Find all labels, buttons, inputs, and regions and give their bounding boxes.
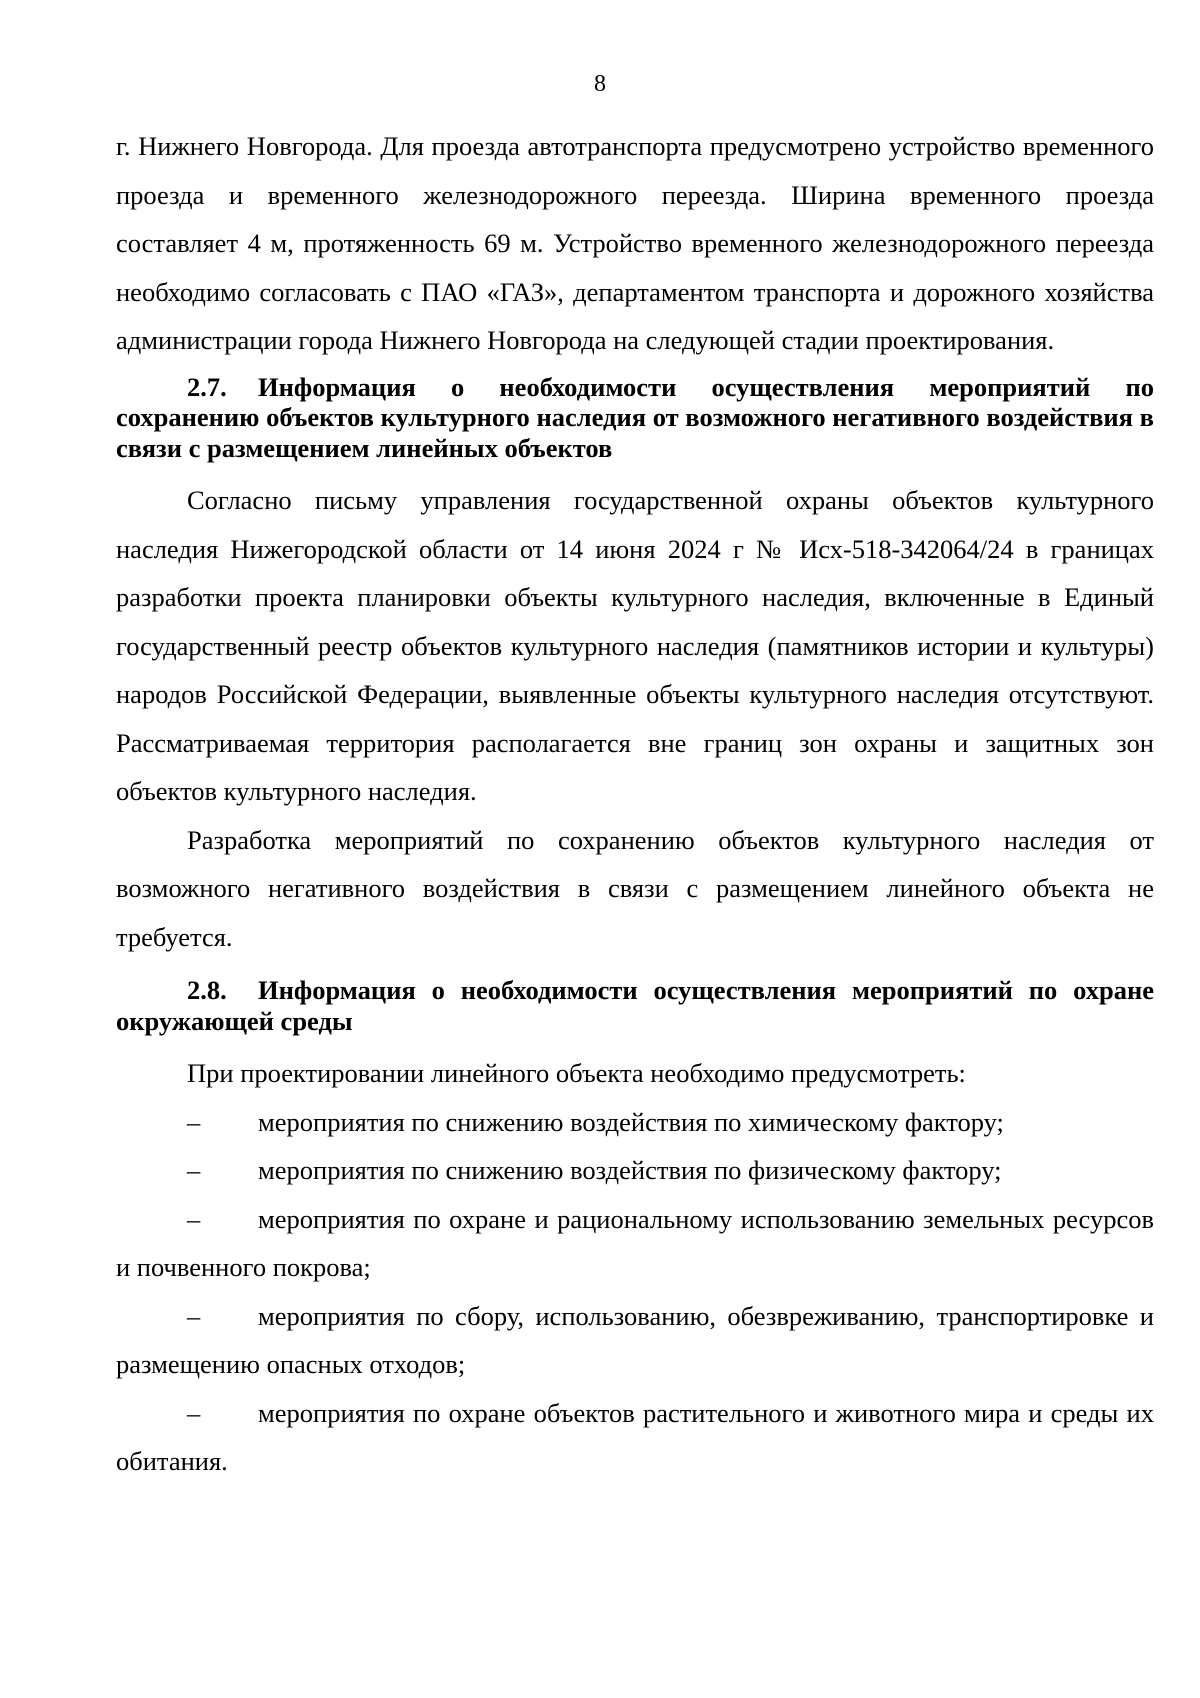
section-title: Информация о необходимости осуществления мероприятий по охране окружающей среды bbox=[116, 975, 1154, 1036]
bullet-dash: – bbox=[187, 1155, 201, 1185]
list-item-text: мероприятия по снижению воздействия по химическому фактору; bbox=[258, 1106, 1004, 1137]
bullet-dash: – bbox=[187, 1106, 201, 1137]
section-number: 2.8. bbox=[187, 975, 227, 1005]
section-number: 2.7. bbox=[187, 371, 227, 402]
list-item bbox=[116, 1146, 1154, 1195]
list-item-text: мероприятия по снижению воздействия по физическому фактору; bbox=[258, 1155, 1002, 1185]
list-item bbox=[116, 1292, 1154, 1389]
list-item-text: мероприятия по сбору, использованию, обезвреживанию, транспортировке и размещению опасных отходов; bbox=[116, 1300, 1154, 1379]
list-item bbox=[116, 1098, 1154, 1147]
section-2-8-paragraph-1: При проектировании линейного объекта необходимо предусмотреть: bbox=[187, 1058, 966, 1088]
intro-paragraph: г. Нижнего Новгорода. Для проезда автотранспорта предусмотрено устройство временного проезда и временного железнодорожного переезда. Ширина временного проезда составляет 4 м, протяженность 69 м. Устройство временного железнодорожного переезда необходимо согласовать с ПАО «ГАЗ», департаментом транспорта и дорожного хозяйства администрации города Нижнего Новгорода на следующей стадии проектирования. bbox=[116, 131, 1154, 355]
section-2-7-paragraph-1: Согласно письму управления государственной охраны объектов культурного наследия Нижегородской области от 14 июня 2024 г № Исх-518-342064/24 в границах разработки проекта планировки объекты культурного наследия, включенные в Единый государственный реестр объектов культурного наследия (памятников истории и культуры) народов Российской Федерации, выявленные объекты культурного наследия отсутствуют. Рассматриваемая территория располагается вне границ зон охраны и защитных зон объектов культурного наследия. bbox=[116, 485, 1154, 806]
bullet-dash: – bbox=[187, 1300, 201, 1331]
list-item-text: мероприятия по охране объектов растительного и животного мира и среды их обитания. bbox=[116, 1397, 1154, 1476]
list-item bbox=[116, 1389, 1154, 1486]
page-number: 8 bbox=[594, 71, 606, 97]
document-body bbox=[116, 122, 1154, 1486]
list-item-text: мероприятия по охране и рациональному использованию земельных ресурсов и почвенного покрова; bbox=[116, 1203, 1154, 1282]
bullet-dash: – bbox=[187, 1397, 201, 1428]
list-item bbox=[116, 1195, 1154, 1292]
section-heading-2-7 bbox=[116, 372, 1154, 464]
section-2-7-paragraph-2: Разработка мероприятий по сохранению объектов культурного наследия от возможного негативного воздействия в связи с размещением линейного объекта не требуется. bbox=[116, 824, 1154, 952]
section-heading-2-8 bbox=[116, 975, 1154, 1036]
section-title: Информация о необходимости осуществления мероприятий по сохранению объектов культурного наследия от возможного негативного воздействия в связи с размещением линейных объектов bbox=[116, 371, 1154, 463]
bullet-dash: – bbox=[187, 1203, 201, 1234]
